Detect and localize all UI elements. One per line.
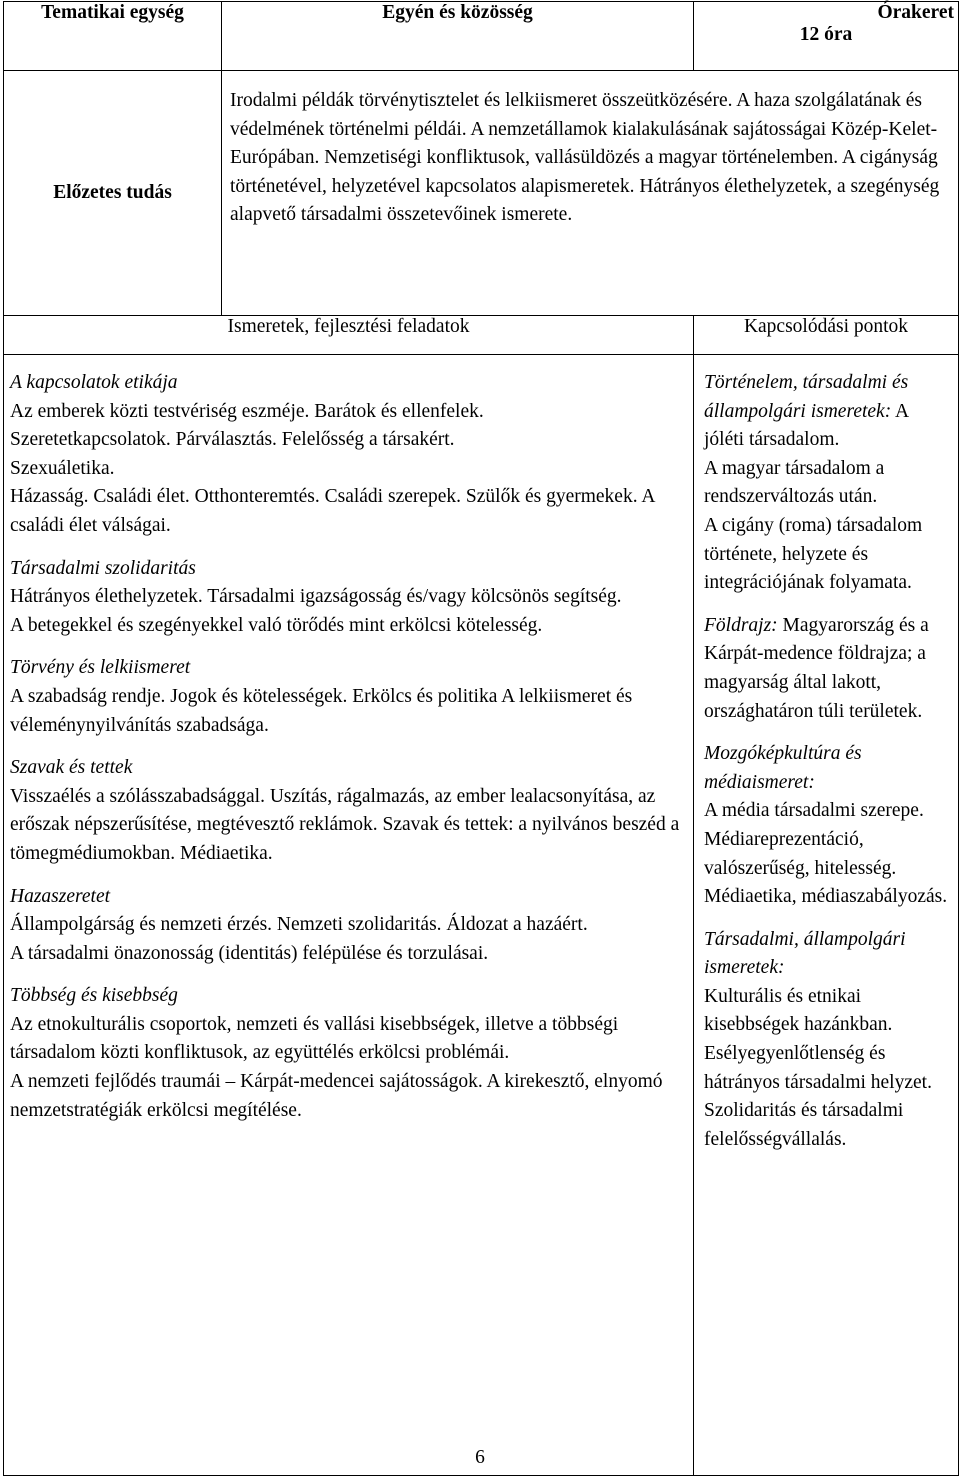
link-text: Magyarország és a Kárpát-medence földrajza; a magyarság által lakott, országhatáron túli területek. xyxy=(704,614,929,722)
section-block xyxy=(10,982,685,1125)
section-block xyxy=(10,369,685,541)
section-line: A szabadság rendje. Jogok és kötelességek. Erkölcs és politika A lelkiismeret és véleménynyilvánítás szabadsága. xyxy=(10,685,633,736)
link-extra-line: Szolidaritás és társadalmi felelősségvállalás. xyxy=(704,1100,904,1150)
link-block xyxy=(704,926,952,1155)
time-frame-label: Órakeret xyxy=(877,2,954,23)
link-first-line xyxy=(704,740,952,797)
link-subject: Földrajz: xyxy=(704,614,778,636)
header-row xyxy=(4,2,959,71)
link-first-line xyxy=(704,612,952,726)
prior-knowledge-cell xyxy=(222,71,959,316)
section-title: Társadalmi szolidaritás xyxy=(10,557,196,579)
section-title: Törvény és lelkiismeret xyxy=(10,657,191,679)
link-block xyxy=(704,612,952,726)
column-header-row xyxy=(4,316,959,355)
unit-title: Egyén és közösség xyxy=(222,2,694,71)
section-block xyxy=(10,654,685,740)
link-extra-line: A magyar társadalom a rendszerváltozás után. xyxy=(704,457,885,508)
section-line: A betegekkel és szegényekkel való törődés mint erkölcsi kötelesség. xyxy=(10,614,543,636)
unit-label: Tematikai egység xyxy=(4,2,222,71)
prior-knowledge-row xyxy=(4,71,959,316)
link-extra-line: A cigány (roma) társadalom története, helyzete és integrációjának folyamata. xyxy=(704,514,923,594)
section-title: Hazaszeretet xyxy=(10,885,111,907)
link-extra-line: Kulturális és etnikai kisebbségek hazánkban. xyxy=(704,985,893,1036)
link-first-line xyxy=(704,926,952,983)
section-line: A nemzeti fejlődés traumái – Kárpát-medencei sajátosságok. A kirekesztő, elnyomó nemzetstratégiák erkölcsi megítélése. xyxy=(10,1071,663,1121)
link-text: A jóléti társadalom. xyxy=(704,400,909,451)
link-block xyxy=(704,369,952,598)
section-title: Szavak és tettek xyxy=(10,757,133,779)
column-right-header: Kapcsolódási pontok xyxy=(694,316,959,355)
section-line: Szexuáletika. xyxy=(10,457,115,479)
time-frame xyxy=(694,2,959,71)
link-first-line xyxy=(704,369,952,455)
links-list xyxy=(694,355,958,1154)
sections-list xyxy=(4,355,693,1125)
section-line: Hátrányos élethelyzetek. Társadalmi igazságosság és/vagy kölcsönös segítség. xyxy=(10,586,622,608)
page-number: 6 xyxy=(475,1447,485,1468)
link-extra-line: Médiareprezentáció, valószerűség, hitelesség. xyxy=(704,828,897,879)
section-line: Szeretetkapcsolatok. Párválasztás. Felelősség a társakért. xyxy=(10,429,455,451)
section-block xyxy=(10,555,685,641)
link-extra-line: A média társadalmi szerepe. xyxy=(704,800,924,822)
section-line: Az etnokulturális csoportok, nemzeti és vallási kisebbségek, illetve a többségi társadalom közti konfliktusok, az együttélés erkölcsi problémái. xyxy=(10,1013,619,1064)
section-title: A kapcsolatok etikája xyxy=(10,372,178,393)
section-block xyxy=(10,883,685,969)
section-title: Többség és kisebbség xyxy=(10,985,178,1007)
curriculum-table xyxy=(3,1,959,1476)
section-line: Állampolgárság és nemzeti érzés. Nemzeti szolidaritás. Áldozat a hazáért. xyxy=(10,914,588,936)
links-cell xyxy=(694,355,959,1476)
section-line: Házasság. Családi élet. Otthonteremtés. Családi szerepek. Szülők és gyermekek. A családi élet válságai. xyxy=(10,486,655,536)
link-block xyxy=(704,740,952,912)
section-line: Visszaélés a szólásszabadsággal. Uszítás, rágalmazás, az ember lealacsonyítása, az erőszak népszerűsítése, megtévesztő reklámok. Szavak és tettek: a nyilvános beszéd a tömegmédiumokban. Médiaetika. xyxy=(10,785,680,864)
content-cell xyxy=(4,355,694,1476)
link-subject: Történelem, társadalmi és állampolgári ismeretek: xyxy=(704,372,909,422)
link-extra-line: Médiaetika, médiaszabályozás. xyxy=(704,886,948,908)
prior-knowledge-label: Előzetes tudás xyxy=(4,71,222,316)
section-line: A társadalmi önazonosság (identitás) felépülése és torzulásai. xyxy=(10,942,489,964)
link-subject: Mozgóképkultúra és médiaismeret: xyxy=(704,743,862,793)
column-left-header: Ismeretek, fejlesztési feladatok xyxy=(4,316,694,355)
time-frame-value: 12 óra xyxy=(799,24,853,45)
section-line: Az emberek közti testvériség eszméje. Barátok és ellenfelek. xyxy=(10,400,484,422)
content-row xyxy=(4,355,959,1476)
link-extra-line: Esélyegyenlőtlenség és hátrányos társadalmi helyzet. xyxy=(704,1043,932,1093)
prior-knowledge-text: Irodalmi példák törvénytisztelet és lelkiismeret összeütközésére. A haza szolgálatának és védelmének történelmi példái. A nemzetállamok kialakulásának sajátosságai Közép-Kelet-Európában. Nemzetiségi konfliktusok, vallásüldözés a magyar történelemben. A cigányság történetével, helyzetével kapcsolatos alapismeretek. Hátrányos élethelyzetek, a szegénység alapvető társadalmi összetevőinek ismerete. xyxy=(230,90,940,226)
link-subject: Társadalmi, állampolgári ismeretek: xyxy=(704,928,906,979)
section-block xyxy=(10,754,685,868)
